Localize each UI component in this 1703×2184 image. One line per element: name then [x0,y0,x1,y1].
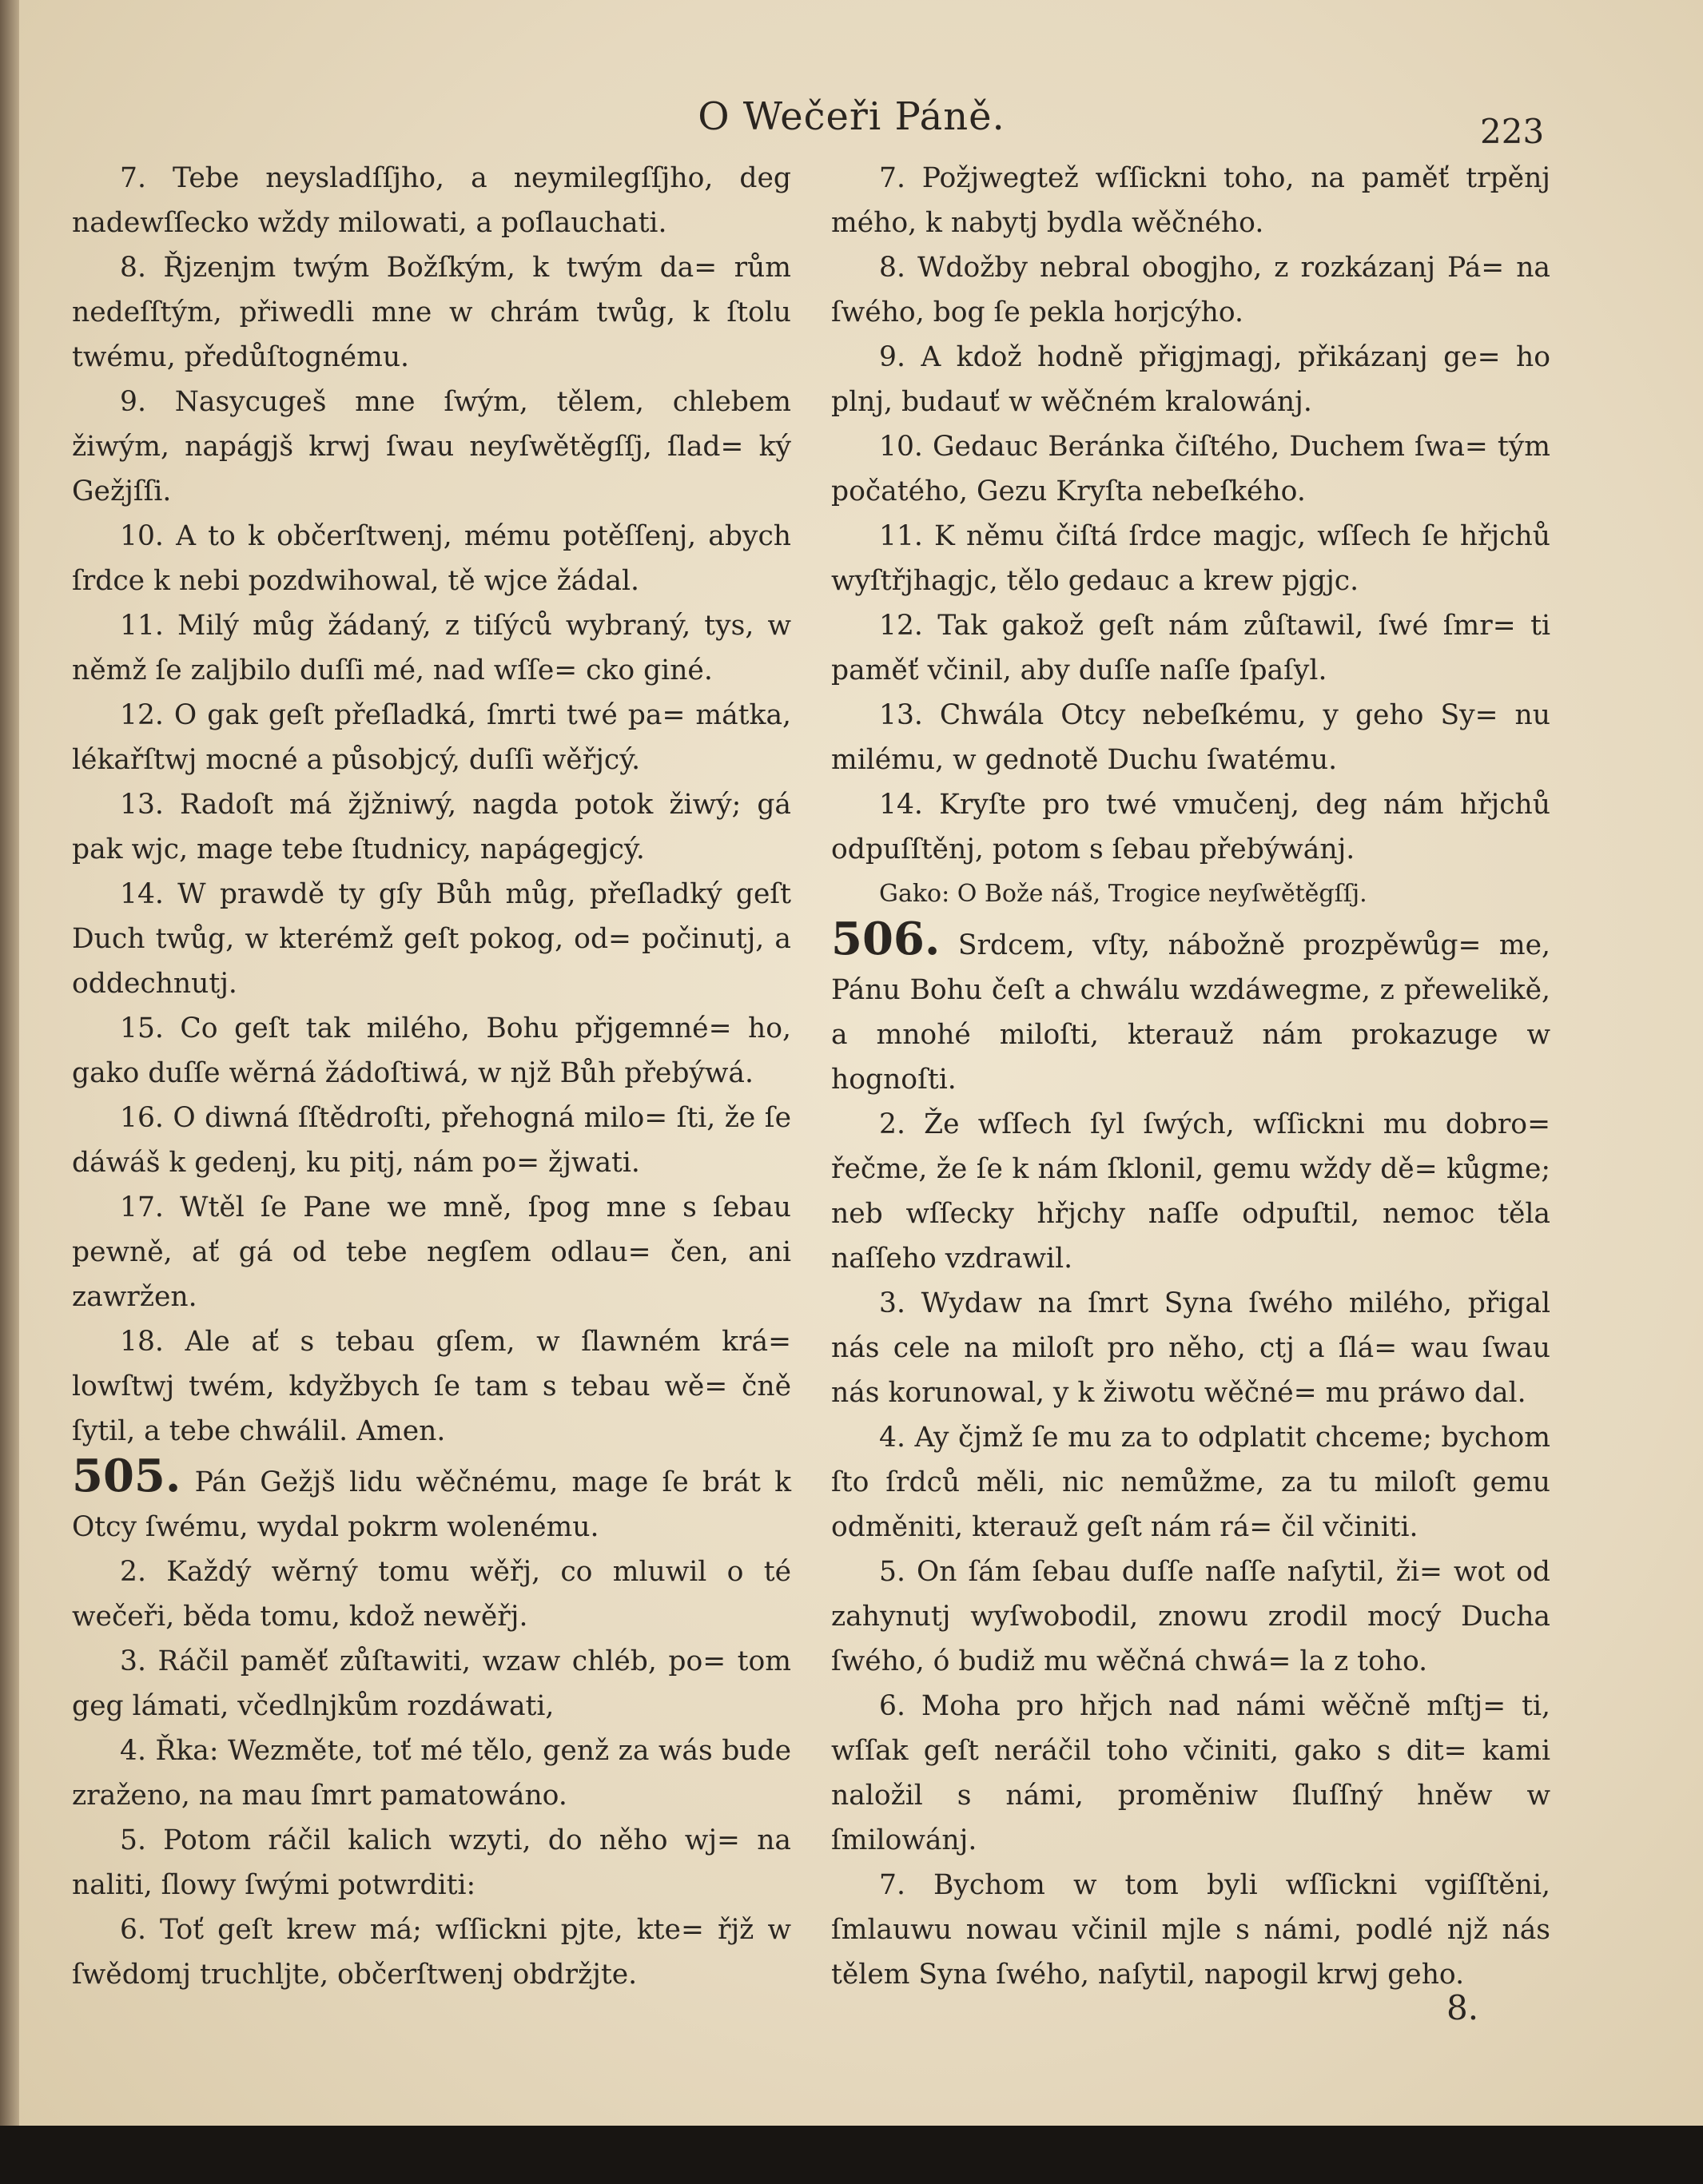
verse: 6. Mohа pro hřjch nad námi wěčně mſtj= ti, wſſak geſt neráčil toho včiniti, gako s dit= kami naložil s námi, proměniw ſluſſný hněw w ſmilowánj. [831,1690,1550,1856]
verse: 13. Chwála Otcy nebeſkému, y geho Sy= nu milému, w gednotě Duchu ſwatému. [831,699,1550,776]
verse: 2. Každý wěrný tomu wěřj, co mluwil o té wečeři, běda tomu, kdož newěřj. [72,1556,791,1633]
verse: 16. O diwná ſſtědroſti, přehogná milo= ſti, že ſe dáwáš k gedenj, ku pitj, nám po= žjwati. [72,1102,791,1179]
page-number: 223 [1480,112,1545,151]
tune-reference: Gako: O Bože náš, Trogice neyſwětěgſſj. [879,880,1367,908]
catchword: 8. [1446,1988,1479,2027]
verse: 11. Milý můg žádaný, z tiſýců wybraný, tys, w němž ſe zaljbilo duſſi mé, nad wſſe= cko giné. [72,610,791,686]
verse: 8. Řjzenjm twým Božſkým, k twým da= rům nedeſſtým, přiwedli mne w chrám twůg, k ſtolu twému, předůſtognému. [72,252,791,373]
verse: 15. Co geſt tak milého, Bohu přjgemné= ho, gako duſſe wěrná žádoſtiwá, w njž Bůh přebýwá. [72,1012,791,1089]
verse: 9. Nasycugeš mne ſwým, tělem, chlebem žiwým, napágjš krwj ſwau neyſwětěgſſj, ſlad= ký Gežjſſi. [72,386,791,507]
hymn-506-heading [831,913,1550,1102]
verse: 17. Wtěl ſe Pane we mně, ſpog mne s ſebau pewně, ať gá od tebe negſem odlau= čen, ani zawržen. [72,1191,791,1313]
verse: 6. Toť geſt krew má; wſſickni pjte, kte= řjž w ſwědomj truchljte, občerſtwenj obdržjte. [72,1914,791,1991]
verse: 11. K němu čiſtá ſrdce magjc, wſſech ſe hřjchů wyſtřjhagjc, tělo gedauc a krew pjgjc. [831,520,1550,597]
verse: 5. Potom ráčil kalich wzyti, do něho wj= na naliti, ſlowy ſwými potwrditi: [72,1824,791,1901]
hymn-first-stanza: Srdcem, vſty, nábožně prozpěwůg= me, Pánu Bohu čeſt a chwálu wzdáwegme, z přewelikě, a mnohé miloſti, kterauž nám prokazuge w hognoſti. [831,929,1550,1096]
verse: 2. Že wſſech ſyl ſwých, wſſickni mu dobro= řečme, že ſe k nám ſklonil, gemu wždy dě= kůgme; neb wſſecky hřjchy naſſe odpuſtil, nemoc těla naſſeho vzdrawil. [831,1108,1550,1275]
page-header: O Wečeři Páně. [698,94,1005,139]
verse: 18. Ale ať s tebau gſem, w ſlawném krá= lowſtwj twém, kdyžbych ſe tam s tebau wě= čně ſytil, a tebe chwálil. Amen. [72,1326,791,1447]
hymn-505-heading [72,1450,792,1549]
verse: 12. Tak gakož geſt nám zůſtawil, ſwé ſmr= ti paměť včinil, aby duſſe naſſe ſpaſyl. [831,610,1550,686]
verse: 12. O gak geſt přeſladká, ſmrti twé pa= mátka, lékařſtwj mocné a působjcý, duſſi wěřjcý. [72,699,791,776]
hymn-first-stanza: Pán Gežjš lidu wěčnému, mage ſe brát k Otcy ſwému, wydal pokrm wolenému. [72,1466,792,1543]
verse: 4. Řka: Wezměte, toť mé tělo, genž za wás bude zraženo, na mau ſmrt pamatowáno. [72,1735,791,1812]
verse: 10. Gedauc Beránka čiſtého, Duchem ſwa= tým počatého, Gezu Kryſta nebeſkého. [831,431,1550,507]
verse: 7. Tebe neysladſſjho, a neymilegſſjho, deg nadewſſecko wždy milowati, a poſlauchati. [72,162,791,239]
verse: 4. Ay čjmž ſe mu za to odplatit chceme; bychom ſto ſrdců měli, nic nemůžme, za tu miloſt gemu odměniti, kterauž geſt nám rá= čil včiniti. [831,1422,1550,1543]
verse: 7. Bychom w tom byli wſſickni vgiſſtěni, ſmlauwu nowau včinil mjle s námi, podlé njž nás tělem Syna ſwého, naſytil, napogil krwj geho. [831,1869,1550,1991]
verse: 8. Wdožby nebral obogjho, z rozkázanj Pá= na ſwého, bog ſe pekla horjcýho. [831,252,1550,328]
verse: 3. Ráčil paměť zůſtawiti, wzaw chléb, po= tom geg lámati, včedlnjkům rozdáwati, [72,1645,791,1722]
verse: 3. Wydaw na ſmrt Syna ſwého milého, přigal nás cele na miloſt pro něho, ctj a ſlá= wau ſwau nás korunowal, y k žiwotu wěčné= mu práwo dal. [831,1287,1550,1409]
verse: 14. Kryſte pro twé vmučenj, deg nám hřjchů odpuſſtěnj, potom s ſebau přebýwánj. [831,789,1550,865]
verse: 7. Požjwegtež wſſickni toho, na paměť trpěnj mého, k nabytj bydla wěčného. [831,162,1550,239]
verse: 10. A to k občerſtwenj, mému potěſſenj, abych ſrdce k nebi pozdwihowal, tě wjce žádal. [72,520,791,597]
verse: 14. W prawdě ty gſy Bůh můg, přeſladký geſt Duch twůg, w kterémž geſt pokog, od= počinutj, a oddechnutj. [72,878,791,1000]
left-column [72,156,791,1997]
hymn-number: 506. [831,913,941,965]
verse: 5. On ſám ſebau duſſe naſſe naſytil, ži= wot od zahynutj wyſwobodil, znowu zrodil mocý Ducha ſwého, ó budiž mu wěčná chwá= la z toho. [831,1556,1550,1677]
verse: 9. A kdož hodně přigjmagj, přikázanj ge= ho plnj, budauť w wěčném kralowánj. [831,341,1550,418]
verse: 13. Radoſt má žjžniwý, nagda potok žiwý; gá pak wjc, mage tebe ſtudnicy, napágegjcý. [72,789,791,865]
hymn-number: 505. [72,1450,181,1502]
right-column [831,156,1550,1997]
scan-background [0,2126,1703,2184]
book-gutter [0,0,19,2184]
